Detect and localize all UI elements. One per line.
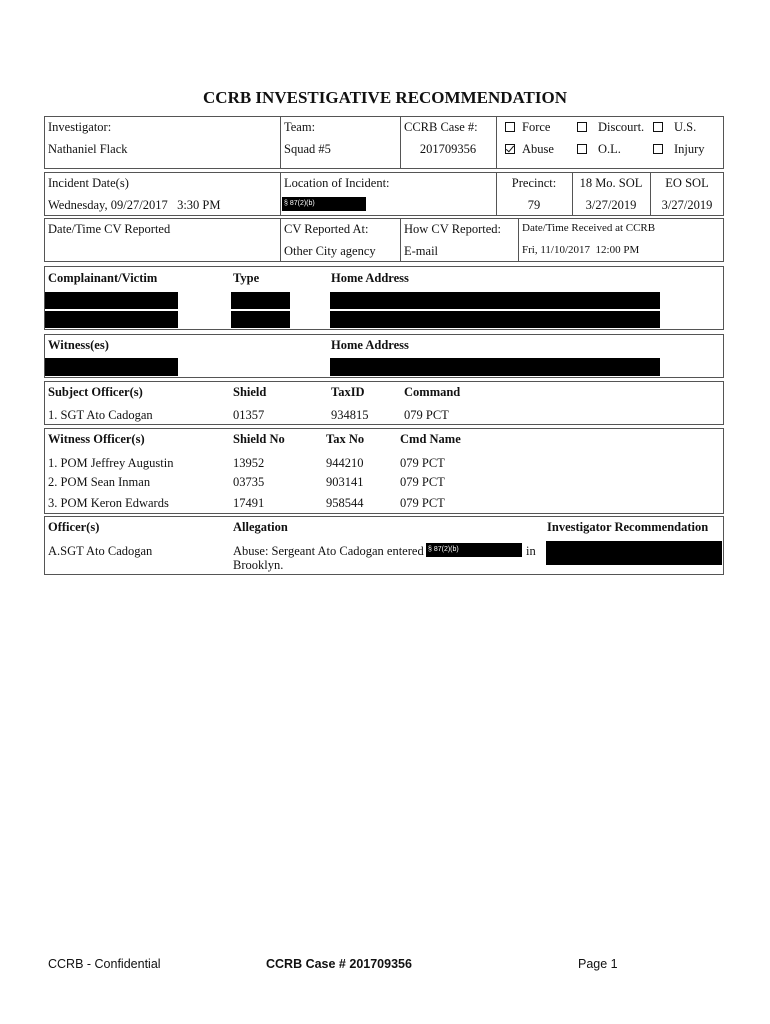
complainant-type-redaction-2 xyxy=(231,311,290,328)
cv-reported-label: Date/Time CV Reported xyxy=(48,222,171,236)
witness-officer-2-name: 2. POM Sean Inman xyxy=(48,475,151,489)
us-label: U.S. xyxy=(674,120,697,134)
allegation-header: Allegation xyxy=(233,520,288,534)
eosol-label: EO SOL xyxy=(665,176,709,190)
complainant-address-redaction-1 xyxy=(330,292,660,309)
sol18-label: 18 Mo. SOL xyxy=(579,176,643,190)
how-reported-label: How CV Reported: xyxy=(404,222,501,236)
witness-officer-3-name: 3. POM Keron Edwards xyxy=(48,496,169,510)
witness-officer-3-taxno: 958544 xyxy=(326,496,364,510)
location-label: Location of Incident: xyxy=(284,176,390,190)
witness-officer-1-shield: 13952 xyxy=(233,456,265,470)
recommendation-redaction xyxy=(546,541,722,565)
investigator-label: Investigator: xyxy=(48,120,112,134)
witness-officer-2-taxno: 903141 xyxy=(326,475,364,489)
allegation-officer-header: Officer(s) xyxy=(48,520,100,534)
witness-header: Witness(es) xyxy=(48,338,109,352)
recommendation-header: Investigator Recommendation xyxy=(547,520,709,534)
subject-officer-command: 079 PCT xyxy=(404,408,449,422)
witness-officer-1-taxno: 944210 xyxy=(326,456,364,470)
allegation-officer-name: A.SGT Ato Cadogan xyxy=(48,544,153,558)
witness-address-redaction xyxy=(330,358,660,376)
force-label: Force xyxy=(522,120,551,134)
subject-officer-header: Subject Officer(s) xyxy=(48,385,143,399)
case-label: CCRB Case #: xyxy=(404,120,478,134)
abuse-checkbox[interactable] xyxy=(505,144,515,154)
witness-officer-1-cmd: 079 PCT xyxy=(400,456,445,470)
witness-officer-2-cmd: 079 PCT xyxy=(400,475,445,489)
discourtesy-label: Discourt. xyxy=(598,120,645,134)
witness-officer-1-name: 1. POM Jeffrey Augustin xyxy=(48,456,174,470)
complainant-header: Complainant/Victim xyxy=(48,271,158,285)
reported-at-label: CV Reported At: xyxy=(284,222,369,236)
subject-officer-name: 1. SGT Ato Cadogan xyxy=(48,408,153,422)
precinct-value: 79 xyxy=(527,198,541,212)
allegation-text: Abuse: Sergeant Ato Cadogan entered xyxy=(233,544,424,558)
complainant-address-redaction-2 xyxy=(330,311,660,328)
how-reported-value: E-mail xyxy=(404,244,439,258)
footer-page: Page 1 xyxy=(578,957,618,971)
witness-officer-2-shield: 03735 xyxy=(233,475,265,489)
subject-shield-header: Shield xyxy=(233,385,267,399)
witness-name-redaction xyxy=(45,358,178,376)
investigator-name: Nathaniel Flack xyxy=(48,142,128,156)
subject-officer-shield: 01357 xyxy=(233,408,265,422)
complainant-type-header: Type xyxy=(233,271,260,285)
allegation-in-text: in xyxy=(526,544,536,558)
incident-date-label: Incident Date(s) xyxy=(48,176,129,190)
complainant-address-header: Home Address xyxy=(331,271,409,285)
ol-label: O.L. xyxy=(598,142,621,156)
precinct-label: Precinct: xyxy=(511,176,557,190)
footer-confidential: CCRB - Confidential xyxy=(48,957,161,971)
reported-at-value: Other City agency xyxy=(284,244,376,258)
subject-taxid-header: TaxID xyxy=(331,385,365,399)
witness-officer-3-cmd: 079 PCT xyxy=(400,496,445,510)
received-label: Date/Time Received at CCRB xyxy=(522,222,656,234)
subject-command-header: Command xyxy=(404,385,461,399)
team-value: Squad #5 xyxy=(284,142,331,156)
page-title: CCRB INVESTIGATIVE RECOMMENDATION xyxy=(203,88,567,107)
case-number: 201709356 xyxy=(419,142,477,156)
abuse-label: Abuse xyxy=(522,142,554,156)
allegation-text-cont: Brooklyn. xyxy=(233,558,284,572)
sol18-value: 3/27/2019 xyxy=(585,198,637,212)
eosol-value: 3/27/2019 xyxy=(661,198,713,212)
footer-case: CCRB Case # 201709356 xyxy=(266,957,412,971)
force-checkbox[interactable] xyxy=(505,122,515,132)
complainant-type-redaction-1 xyxy=(231,292,290,309)
witness-taxno-header: Tax No xyxy=(326,432,365,446)
team-label: Team: xyxy=(284,120,316,134)
witness-officer-3-shield: 17491 xyxy=(233,496,265,510)
witness-address-header: Home Address xyxy=(331,338,409,352)
injury-checkbox[interactable] xyxy=(653,144,663,154)
witness-shield-header: Shield No xyxy=(233,432,285,446)
offensive-language-checkbox[interactable] xyxy=(577,144,587,154)
allegation-location-redaction: § 87(2)(b) xyxy=(426,543,522,557)
incident-date: Wednesday, 09/27/2017 3:30 PM xyxy=(48,198,221,212)
received-value: Fri, 11/10/2017 12:00 PM xyxy=(522,244,640,256)
witness-cmd-header: Cmd Name xyxy=(400,432,461,446)
subject-officer-taxid: 934815 xyxy=(331,408,369,422)
complainant-name-redaction-1 xyxy=(45,292,178,309)
untruthful-statement-checkbox[interactable] xyxy=(653,122,663,132)
discourtesy-checkbox[interactable] xyxy=(577,122,587,132)
location-redaction: § 87(2)(b) xyxy=(282,197,366,211)
injury-label: Injury xyxy=(674,142,705,156)
complainant-name-redaction-2 xyxy=(45,311,178,328)
witness-officer-header: Witness Officer(s) xyxy=(48,432,145,446)
